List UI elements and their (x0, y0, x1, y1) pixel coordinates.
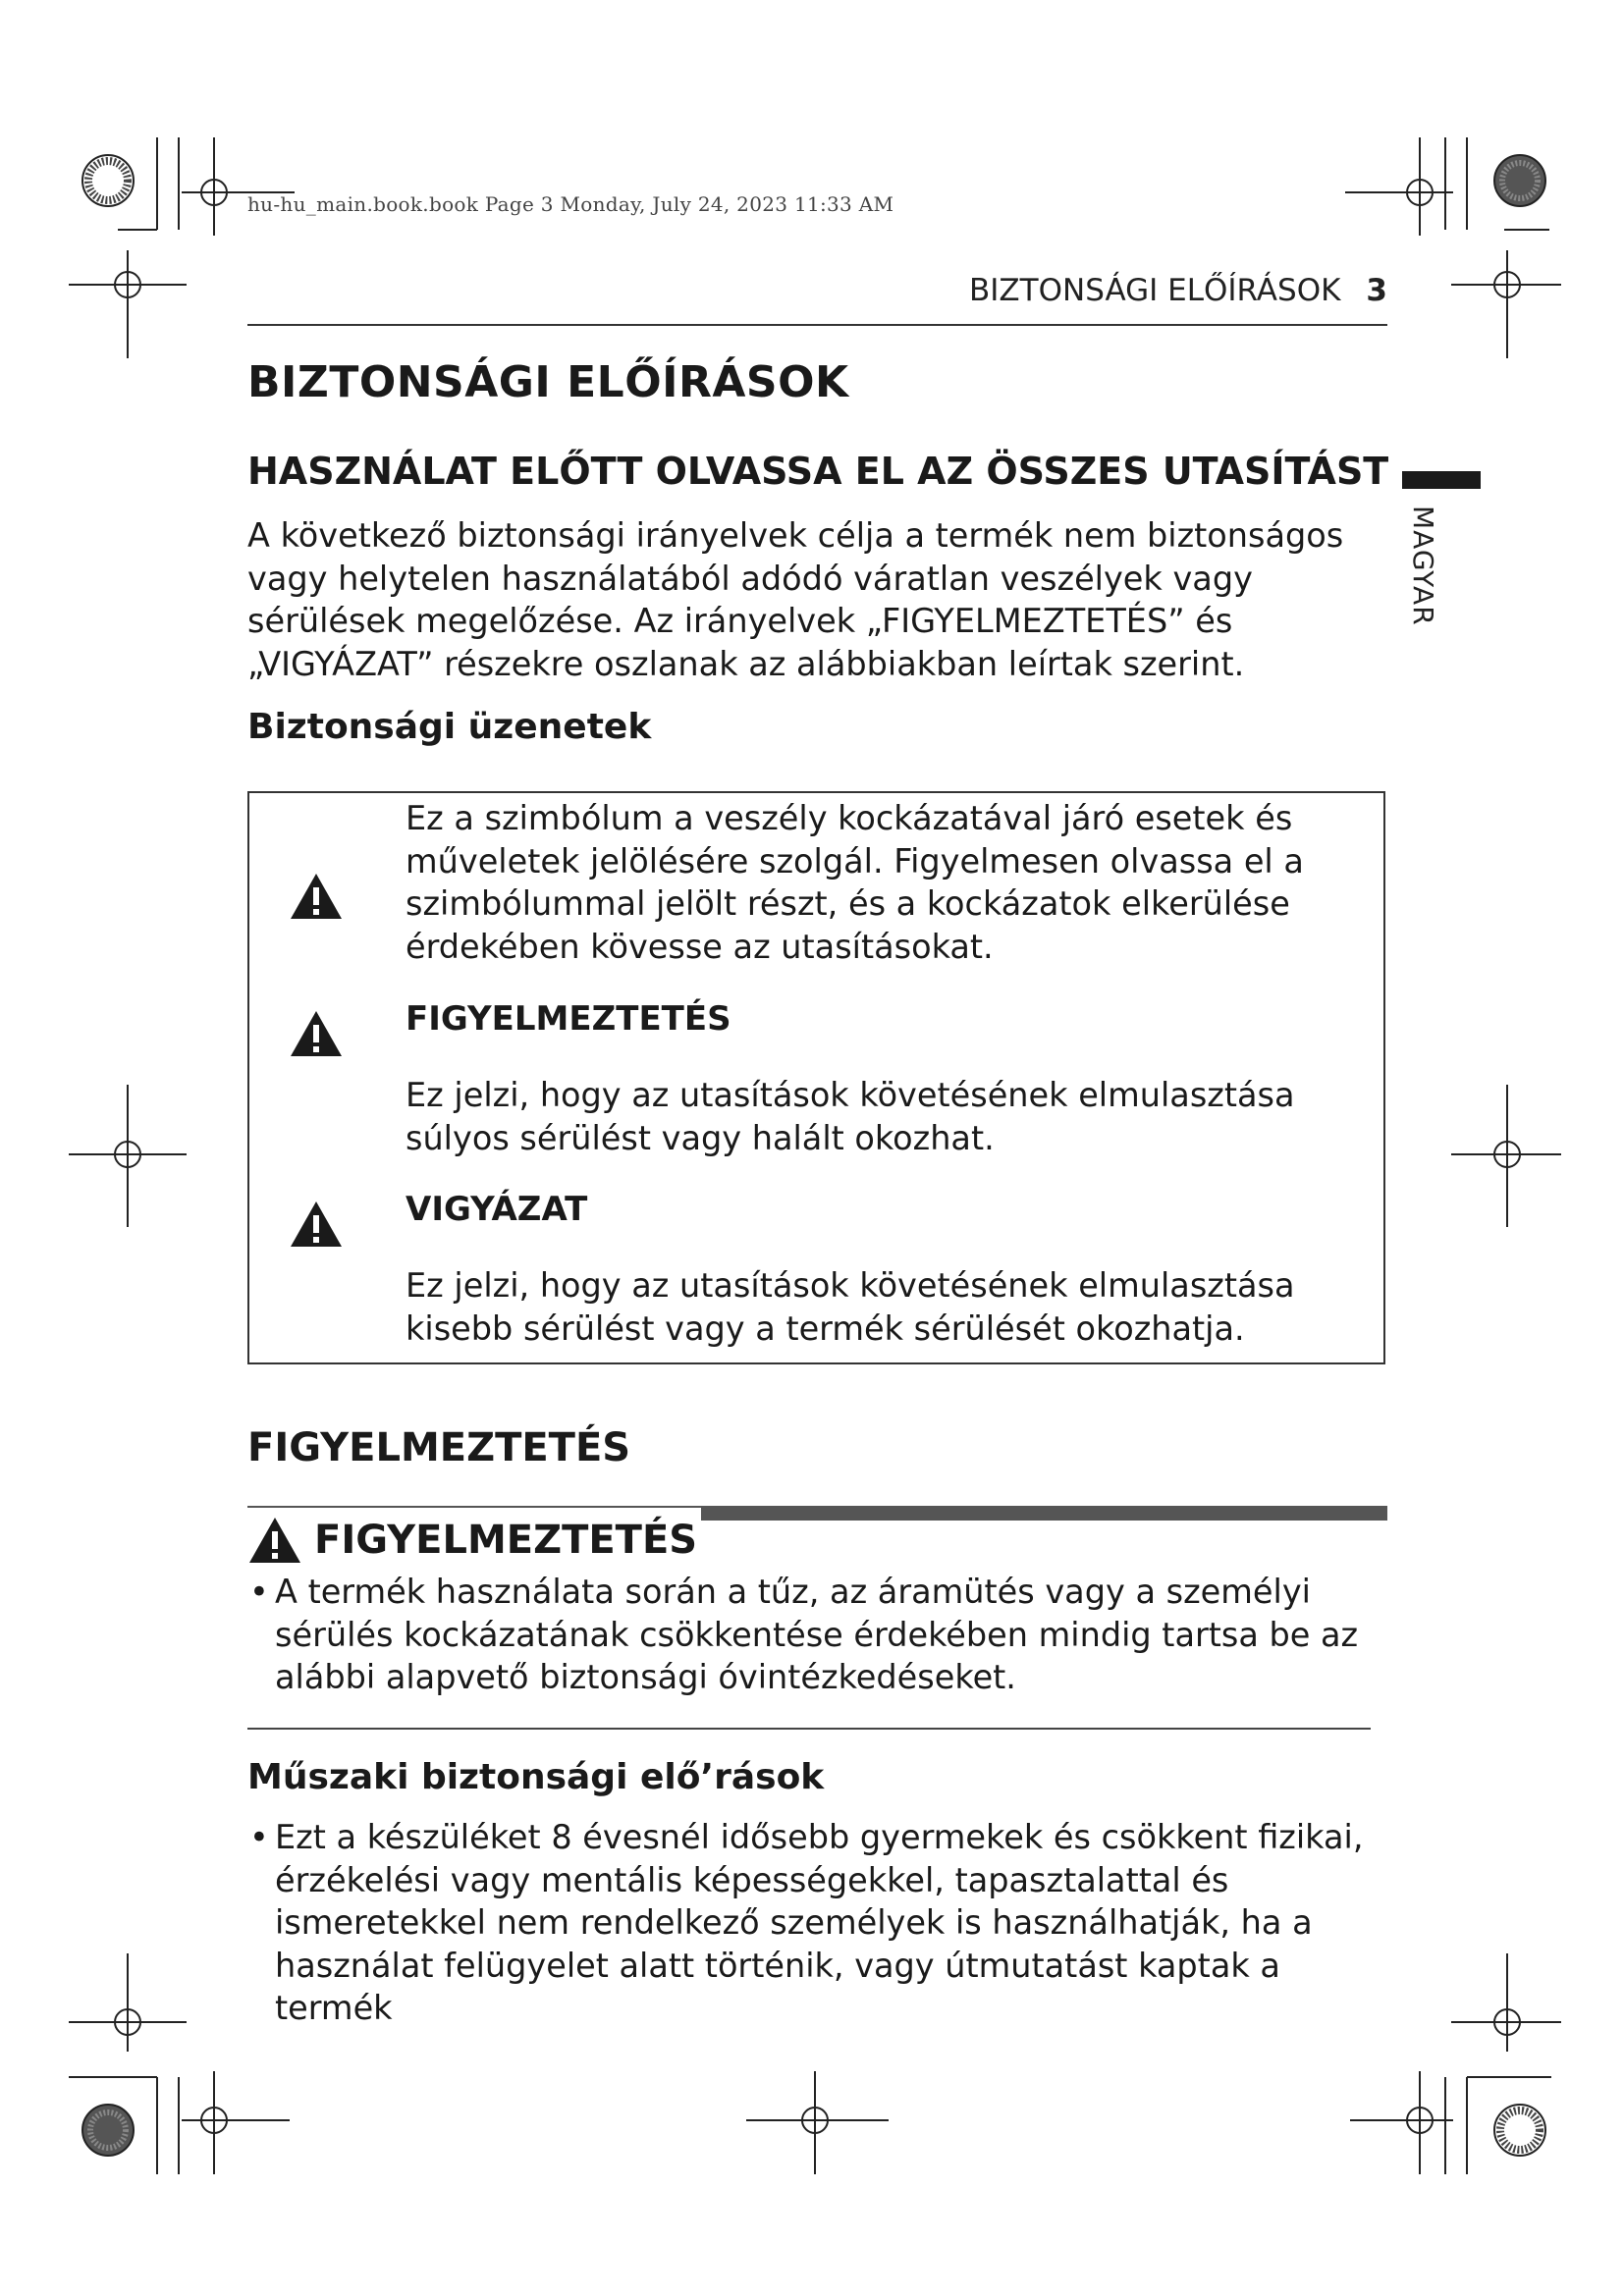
registration-crosshair (1345, 137, 1453, 236)
warning-triangle-icon (289, 872, 344, 921)
registration-crosshair (1451, 1953, 1561, 2052)
registration-crosshair (746, 2071, 889, 2174)
section-title: HASZNÁLAT ELŐTT OLVASSA EL AZ ÖSSZES UTASÍTÁST (247, 450, 1389, 493)
warning-label: FIGYELMEZTETÉS (406, 999, 731, 1039)
language-tab-label: MAGYAR (1407, 506, 1439, 626)
warning-banner-label: FIGYELMEZTETÉS (314, 1518, 698, 1563)
section-divider (247, 1728, 1371, 1730)
warning-bullet-item: • A termék használata során a tűz, az áramütés vagy a személyi sérülés kockázatának csökkentése érdekében mindig tartsa be az alábbi alapvető biztonsági óvintézkedéseket. (247, 1571, 1396, 1699)
warning-description: Ez jelzi, hogy az utasítások követésének elmulasztása súlyos sérülést vagy halált okozhat. (406, 1076, 1295, 1157)
running-header (247, 273, 1387, 308)
safety-messages-heading: Biztonsági üzenetek (247, 707, 652, 747)
technical-safety-bullet-item: • Ezt a készüléket 8 évesnél idősebb gyermekek és csökkent fizikai, érzékelési vagy mentális képességekkel, tapasztalattal és ismeretekkel nem rendelkező személyek is használhatják, ha a használat felügyelet alatt történik, vagy útmutatást kaptak a termék (247, 1816, 1396, 2030)
language-tab-marker (1402, 471, 1481, 489)
registration-crosshair (182, 2071, 290, 2174)
warning-banner-rule (247, 1506, 701, 1508)
registration-crosshair (1451, 1085, 1561, 1227)
registration-crosshair (69, 1085, 187, 1227)
color-target (82, 2105, 134, 2156)
color-target (1494, 155, 1545, 206)
registration-crosshair (182, 137, 295, 236)
page-number: 3 (1366, 273, 1387, 308)
page-title: BIZTONSÁGI ELŐÍRÁSOK (247, 357, 849, 407)
registration-crosshair (69, 250, 187, 358)
color-target (82, 155, 134, 206)
warning-section-title: FIGYELMEZTETÉS (247, 1425, 631, 1470)
symbol-description: Ez a szimbólum a veszély kockázatával járó esetek és műveletek jelölésére szolgál. Figyelmesen olvassa el a szimbólummal jelölt részt, és a kockázatok elkerülése érdekében kövesse az utasításokat. (406, 799, 1304, 966)
registration-crosshair (69, 1953, 187, 2052)
warning-triangle-icon (247, 1516, 302, 1565)
registration-crosshair (1350, 2071, 1453, 2174)
caution-triangle-icon (289, 1200, 344, 1249)
warning-banner-bar (701, 1506, 1387, 1521)
header-rule (247, 324, 1387, 326)
warning-banner (247, 1516, 697, 1565)
warning-triangle-icon (289, 1009, 344, 1058)
intro-paragraph: A következő biztonsági irányelvek célja a termék nem biztonságos vagy helytelen használatából adódó váratlan veszélyek vagy sérülések megelőzése. Az irányelvek „FIGYELMEZTETÉS” és „VIGYÁZAT” részekre oszlanak az alábbiakban leírtak szerint. (247, 516, 1344, 683)
technical-safety-heading: Műszaki biztonsági elő’rások (247, 1757, 825, 1797)
color-target (1494, 2105, 1545, 2156)
print-info-slug: hu-hu_main.book.book Page 3 Monday, July 24, 2023 11:33 AM (247, 192, 894, 216)
running-header-title: BIZTONSÁGI ELŐÍRÁSOK (969, 273, 1341, 308)
caution-description: Ez jelzi, hogy az utasítások követésének elmulasztása kisebb sérülést vagy a termék sérülését okozhatja. (406, 1266, 1295, 1348)
registration-crosshair (1451, 250, 1561, 358)
caution-label: VIGYÁZAT (406, 1190, 588, 1229)
